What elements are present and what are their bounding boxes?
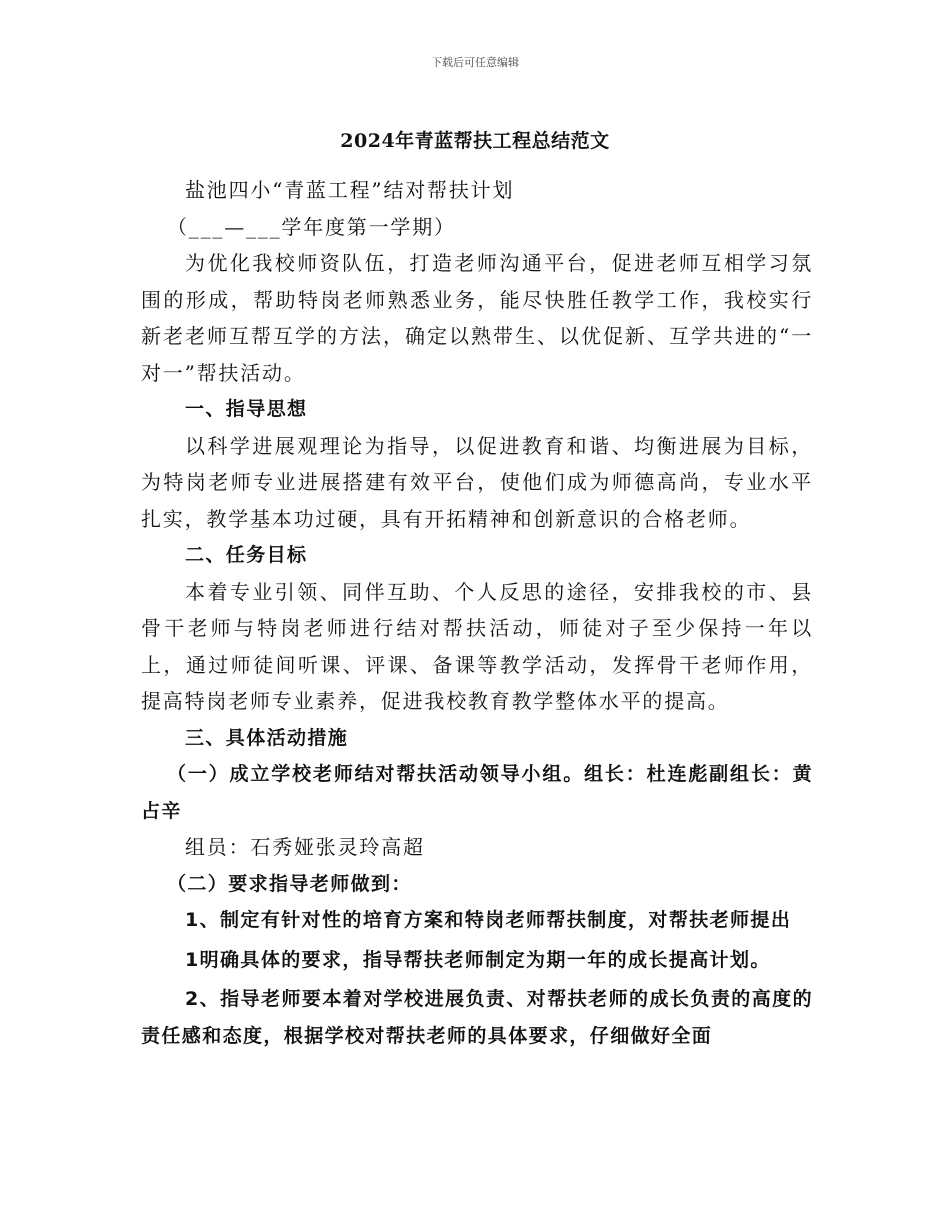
school-year-paragraph: （___—___学年度第一学期）: [167, 214, 456, 239]
members-paragraph: 组员：石秀娅张灵玲高超: [185, 835, 425, 859]
section-heading-guiding-ideology: 一、指导思想: [185, 398, 308, 420]
header-note: 下载后可任意编辑: [431, 56, 519, 69]
document-body: [141, 172, 813, 1054]
document-title: 2024年青蓝帮扶工程总结范文: [340, 130, 610, 152]
leadership-group-paragraph: （一）成立学校老师结对帮扶活动领导小组。组长：杜连彪副组长：黄占辛: [141, 763, 813, 822]
task-goals-paragraph: 本着专业引领、同伴互助、个人反思的途径，安排我校的市、县骨干老师与特岗老师进行结对帮扶活动，师徒对子至少保持一年以上，通过师徒间听课、评课、备课等教学活动，发挥骨干老师作用，提高特岗老师专业素养，促进我校教育教学整体水平的提高。: [141, 579, 813, 713]
section-heading-measures: 三、具体活动措施: [185, 726, 349, 749]
guiding-ideology-paragraph: 以科学进展观理论为指导，以促进教育和谐、均衡进展为目标，为特岗老师专业进展搭建有效平台，使他们成为师德高尚，专业水平扎实，教学基本功过硬，具有开拓精神和创新意识的合格老师。: [141, 433, 813, 531]
requirement-1-paragraph: 1、制定有针对性的培育方案和特岗老师帮扶制度，对帮扶老师提出: [185, 909, 792, 931]
requirement-1-continued-paragraph: 1明确具体的要求，指导帮扶老师制定为期一年的成长提高计划。: [185, 948, 771, 971]
section-heading-task-goals: 二、任务目标: [185, 544, 308, 566]
intro-paragraph: 为优化我校师资队伍，打造老师沟通平台，促进老师互相学习氛围的形成，帮助特岗老师熟悉业务，能尽快胜任教学工作，我校实行新老老师互帮互学的方法，确定以熟带生、以优促新、互学共进的“一对一”帮扶活动。: [141, 251, 813, 385]
mentor-requirements-heading: （二）要求指导老师做到：: [167, 872, 412, 895]
requirement-2-paragraph: 2、指导老师要本着对学校进展负责、对帮扶老师的成长负责的高度的责任感和态度，根据学校对帮扶老师的具体要求，仔细做好全面: [141, 988, 813, 1047]
plan-title-paragraph: 盐池四小“青蓝工程”结对帮扶计划: [185, 178, 515, 202]
